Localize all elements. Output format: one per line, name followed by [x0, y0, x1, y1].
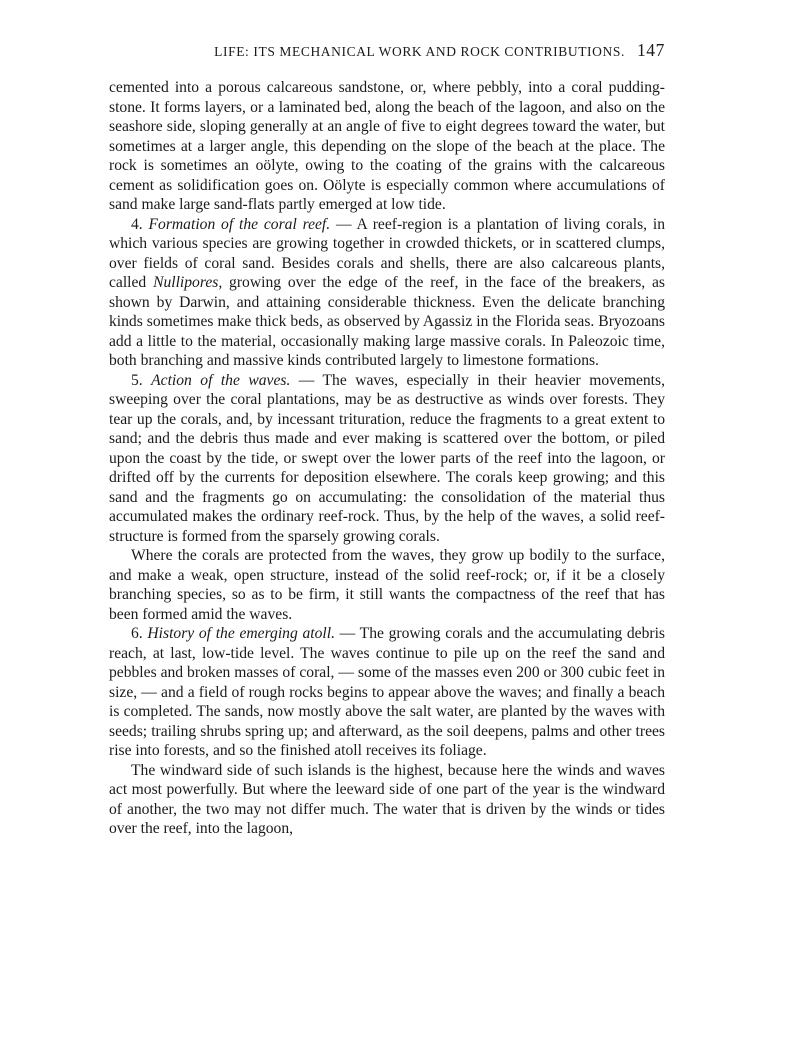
paragraph-text: — The growing corals and the accumulating debris reach, at last, low-tide level. The waves continue to pile up on the reef the sand and pebbles and broken masses of coral, — some of the masses even 200 or 300 cubic feet in size, — and a field of rough rocks begins to appear above the waves; and finally a beach is completed. The sands, now mostly above the salt water, are planted by the waves with seeds; trailing shrubs spring up; and afterward, as the soil deepens, palms and other trees rise into forests, and so the finished atoll receives its foliage. — [109, 625, 665, 759]
paragraph-text: — A reef-region is a plantation of living corals, in which various species are growing together in crowded thickets, or in scattered clumps, over fields of coral sand. Besides corals and shells, there are also calcareous plants, called — [109, 215, 665, 291]
italic-term: Nullipores, — [153, 274, 223, 291]
paragraph-continued — [109, 78, 665, 215]
section-number: 4. — [131, 215, 143, 233]
paragraph-text: — The waves, especially in their heavier movements, sweeping over the coral plantations, may be as destructive as winds over forests. They tear up the corals, and, by incessant trituration, reduce the fragments to a great extent to sand; and the debris thus made and ever making is scattered over the bottom, or piled upon the coast by the tide, or swept over the lower parts of the reef into the lagoon, or drifted off by the currents for deposition elsewhere. The corals keep growing; and this sand and the fragments go on accumulating: the consolidation of the material thus accumulated makes the ordinary reef-rock. Thus, by the help of the waves, a solid reef-structure is formed from the sparsely growing corals. — [109, 371, 665, 545]
paragraph-text: The windward side of such islands is the highest, because here the winds and waves act most powerfully. But where the leeward side of one part of the year is the windward of another, the two may not differ much. The water that is driven by the winds or tides over the reef, into the lagoon, — [109, 761, 665, 837]
running-head — [109, 40, 665, 64]
section-title: Action of the waves. — [151, 371, 291, 389]
section-number: 6. — [131, 625, 143, 642]
body-text — [109, 78, 665, 839]
running-title: LIFE: ITS MECHANICAL WORK AND ROCK CONTRIBUTIONS. — [214, 44, 625, 59]
book-page — [109, 40, 665, 839]
paragraph-history-of-emerging-atoll — [109, 624, 665, 761]
paragraph-windward-side — [109, 761, 665, 839]
section-title: Formation of the coral reef. — [148, 215, 331, 233]
section-number: 5. — [131, 371, 143, 389]
paragraph-text: growing over the edge of the reef, in the face of the breakers, as shown by Darwin, and attaining considerable thickness. Even the delicate branching kinds sometimes make thick beds, as observed by Agassiz in the Florida seas. Bryozoans add a little to the material, occasionally making large massive corals. In Paleozoic time, both branching and massive kinds contributed largely to limestone formations. — [109, 274, 666, 369]
paragraph-action-of-waves — [109, 371, 665, 547]
paragraph-text: Where the corals are protected from the waves, they grow up bodily to the surface, and make a weak, open structure, instead of the solid reef-rock; or, if it be a closely branching species, so as to be firm, it still wants the compactness of the reef that has been formed amid the waves. — [109, 547, 665, 623]
page-number: 147 — [636, 40, 665, 60]
paragraph-formation-of-coral-reef — [109, 215, 665, 371]
section-title: History of the emerging atoll. — [147, 625, 335, 642]
paragraph-text: cemented into a porous calcareous sandstone, or, where pebbly, into a coral pudding-stone. It forms layers, or a laminated bed, along the beach of the lagoon, and also on the seashore side, sloping generally at an angle of five to eight degrees toward the water, but sometimes at a larger angle, this depending on the slope of the beach at the place. The rock is sometimes an oölyte, owing to the coating of the grains with the calcareous cement as solidification goes on. Oölyte is especially common where accumulations of sand make large sand-flats partly emerged at low tide. — [109, 79, 665, 213]
paragraph-protected-corals — [109, 546, 665, 624]
